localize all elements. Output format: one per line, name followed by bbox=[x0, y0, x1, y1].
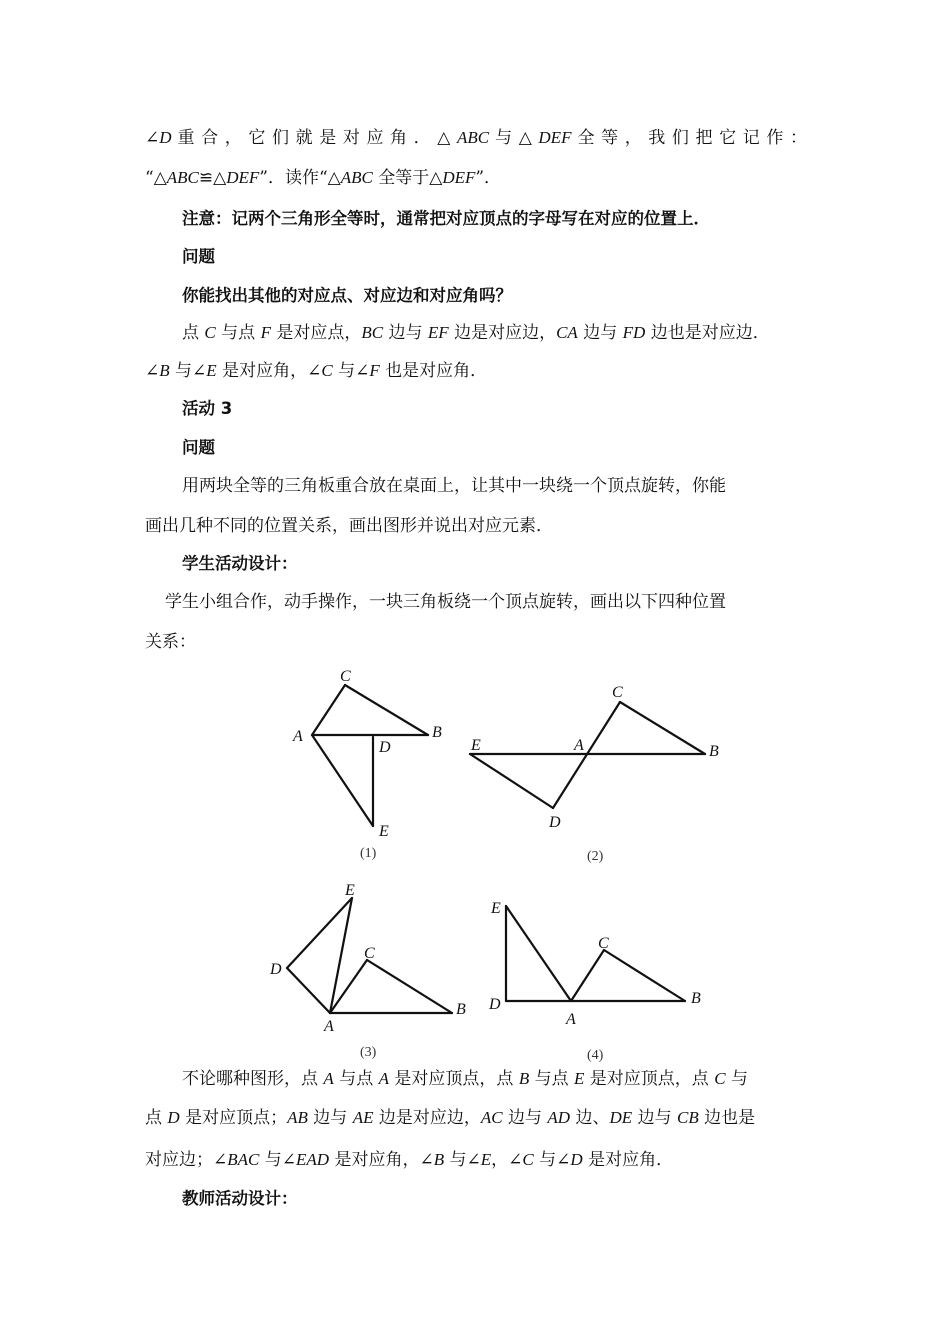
label-a: A bbox=[566, 1011, 576, 1028]
label-b: B bbox=[691, 990, 701, 1007]
segment-ac bbox=[312, 685, 345, 735]
answer-line: 点 C 与点 F 是对应点，BC 边与 EF 边是对应边，CA 边与 FD 边也是对应边． bbox=[182, 323, 770, 343]
label-a: A bbox=[324, 1018, 334, 1035]
answer-line: ∠B 与∠E 是对应角，∠C 与∠F 也是对应角． bbox=[145, 361, 488, 381]
heading-question: 问题 bbox=[182, 247, 215, 266]
figure-caption: (4) bbox=[587, 1048, 604, 1063]
figure-3 bbox=[269, 882, 466, 1060]
label-e: E bbox=[345, 882, 355, 899]
heading-teacher-activity: 教师活动设计： bbox=[182, 1189, 298, 1208]
label-d: D bbox=[270, 961, 282, 978]
figure-caption: (1) bbox=[360, 846, 377, 861]
paragraph-line: ∠D 重 合 ， 它 们 就 是 对 应 角 ． △ ABC 与 △ DEF 全 等 ， 我 们 把 它 记 作 ： bbox=[145, 128, 807, 148]
conclusion-line: 对应边；∠BAC 与∠EAD 是对应角，∠B 与∠E，∠C 与∠D 是对应角． bbox=[145, 1150, 674, 1170]
heading-question: 问题 bbox=[182, 438, 215, 457]
segment-ac bbox=[571, 950, 604, 1001]
figure-4 bbox=[488, 900, 701, 1063]
label-c: C bbox=[364, 945, 375, 962]
question-text: 你能找出其他的对应点、对应边和对应角吗？ bbox=[182, 286, 512, 305]
label-d: D bbox=[489, 996, 501, 1013]
figure-1 bbox=[292, 668, 442, 861]
label-b: B bbox=[709, 743, 719, 760]
label-c: C bbox=[612, 684, 623, 701]
label-e: E bbox=[379, 823, 389, 840]
conclusion-line: 不论哪种图形，点 A 与点 A 是对应顶点，点 B 与点 E 是对应顶点，点 C 与 bbox=[182, 1069, 748, 1089]
note-text: 注意：记两个三角形全等时，通常把对应顶点的字母写在对应的位置上． bbox=[182, 209, 710, 228]
question-line: 画出几种不同的位置关系，画出图形并说出对应元素． bbox=[145, 516, 553, 536]
label-d: D bbox=[379, 739, 391, 756]
figure-2 bbox=[470, 684, 719, 864]
conclusion-line: 点 D 是对应顶点；AB 边与 AE 边是对应边，AC 边与 AD 边、DE 边与 CB 边也是 bbox=[145, 1108, 756, 1128]
label-c: C bbox=[340, 668, 351, 685]
paragraph-line: “△ABC≌△DEF”．读作“△ABC 全等于△DEF”． bbox=[145, 168, 502, 188]
label-e: E bbox=[491, 900, 501, 917]
student-text-line: 关系： bbox=[145, 632, 196, 652]
heading-activity: 活动 3 bbox=[182, 399, 233, 418]
label-b: B bbox=[456, 1001, 466, 1018]
segment-ed bbox=[470, 754, 553, 808]
label-e: E bbox=[471, 737, 481, 754]
label-d: D bbox=[549, 814, 561, 831]
question-line: 用两块全等的三角板重合放在桌面上，让其中一块绕一个顶点旋转，你能 bbox=[182, 476, 726, 496]
label-c: C bbox=[598, 935, 609, 952]
segment-ed bbox=[287, 898, 352, 968]
heading-student-activity: 学生活动设计： bbox=[182, 554, 298, 573]
label-a: A bbox=[293, 728, 303, 745]
segment-ea bbox=[506, 906, 571, 1001]
segment-cb bbox=[620, 702, 705, 754]
label-a: A bbox=[574, 737, 584, 754]
student-text-line: 学生小组合作，动手操作，一块三角板绕一个顶点旋转，画出以下四种位置 bbox=[165, 592, 726, 612]
segment-cb bbox=[604, 950, 685, 1001]
label-b: B bbox=[432, 724, 442, 741]
segment-cb bbox=[345, 685, 428, 735]
segment-cb bbox=[367, 960, 452, 1013]
segment-ae bbox=[312, 735, 373, 826]
figure-caption: (2) bbox=[587, 849, 604, 864]
figure-caption: (3) bbox=[360, 1045, 377, 1060]
segment-da bbox=[287, 968, 330, 1013]
